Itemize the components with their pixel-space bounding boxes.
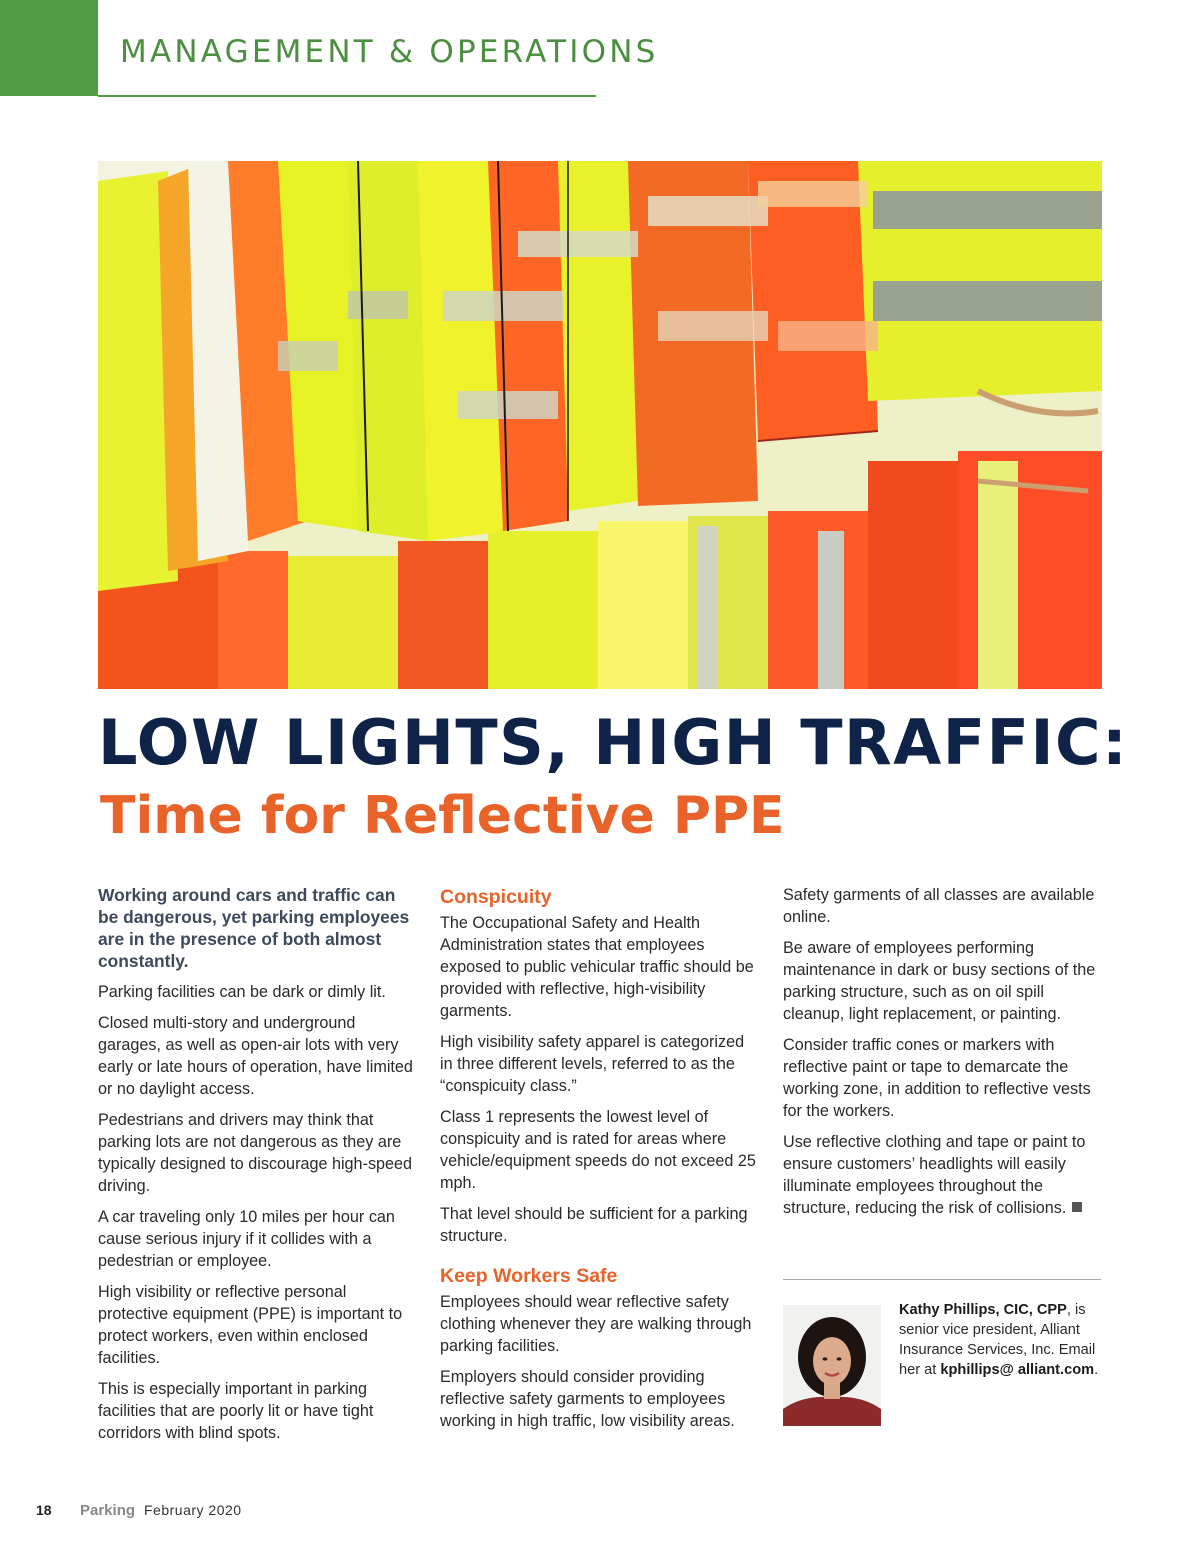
author-bio [899, 1300, 1104, 1380]
section-heading-conspicuity: Conspicuity [440, 886, 552, 908]
paragraph: Class 1 represents the lowest level of conspicuity and is rated for areas where vehicle/equipment speeds do not exceed 25 mph. [440, 1108, 756, 1192]
author-bio-text: , is senior vice president, Alliant Insurance Services, Inc. Email her at [899, 1302, 1096, 1378]
article-headline: LOW LIGHTS, HIGH TRAFFIC: [98, 706, 1129, 779]
end-mark-icon [1072, 1202, 1082, 1212]
author-email-link[interactable]: kphillips@ alliant.com [940, 1362, 1095, 1378]
hero-photo [98, 161, 1102, 689]
article-column-1 [98, 884, 420, 1453]
author-bio-suffix: . [1094, 1362, 1099, 1378]
paragraph: The Occupational Safety and Health Administration states that employees exposed to public vehicular traffic should be provided with reflective, high-visibility garments. [440, 914, 754, 1020]
author-name: Kathy Phillips, CIC, CPP [899, 1302, 1067, 1318]
issue-date: February 2020 [144, 1502, 242, 1518]
article-subhead: Time for Reflective PPE [100, 786, 785, 846]
magazine-name: Parking [80, 1502, 136, 1519]
paragraph: A car traveling only 10 miles per hour can cause serious injury if it collides with a pedestrian or employee. [98, 1208, 395, 1270]
paragraph: Closed multi-story and underground garages, as well as open-air lots with very early or late hours of operation, have limited or no daylight access. [98, 1014, 413, 1098]
paragraph: Safety garments of all classes are available online. [783, 886, 1095, 926]
paragraph: Consider traffic cones or markers with reflective paint or tape to demarcate the working zone, in addition to reflective vests for the workers. [783, 1036, 1091, 1120]
paragraph: Be aware of employees performing maintenance in dark or busy sections of the parking structure, such as on oil spill cleanup, light replacement, or painting. [783, 939, 1096, 1023]
paragraph: High visibility or reflective personal protective equipment (PPE) is important to protect workers, even within enclosed facilities. [98, 1283, 403, 1367]
paragraph: High visibility safety apparel is categorized in three different levels, referred to as the “conspicuity class.” [440, 1033, 745, 1095]
paragraph-final [783, 1131, 1103, 1219]
section-label: MANAGEMENT & OPERATIONS [120, 34, 659, 70]
article-column-2 [440, 884, 760, 1441]
author-portrait-illustration [783, 1305, 881, 1426]
paragraph: Pedestrians and drivers may think that parking lots are not dangerous as they are typically designed to discourage high-speed driving. [98, 1111, 413, 1195]
bio-divider [783, 1279, 1101, 1280]
safety-vests-illustration [98, 161, 1102, 689]
section-color-block [0, 0, 98, 96]
section-rule [98, 95, 596, 97]
paragraph: Employees should wear reflective safety clothing whenever they are walking through parking facilities. [440, 1293, 752, 1355]
paragraph: That level should be sufficient for a parking structure. [440, 1205, 748, 1245]
article-lead: Working around cars and traffic can be dangerous, yet parking employees are in the presence of both almost constantly. [98, 885, 410, 971]
paragraph: Employers should consider providing reflective safety garments to employees working in high traffic, low visibility areas. [440, 1368, 735, 1430]
section-heading-keep-workers-safe: Keep Workers Safe [440, 1265, 618, 1287]
article-column-3 [783, 884, 1103, 1228]
author-headshot [783, 1305, 881, 1426]
paragraph: Parking facilities can be dark or dimly lit. [98, 983, 386, 1001]
paragraph: This is especially important in parking facilities that are poorly lit or have tight corridors with blind spots. [98, 1380, 374, 1442]
page-number: 18 [36, 1502, 52, 1518]
paragraph-text: Use reflective clothing and tape or paint to ensure customers’ headlights will easily illuminate employees throughout the structure, reducing the risk of collisions. [783, 1133, 1086, 1217]
